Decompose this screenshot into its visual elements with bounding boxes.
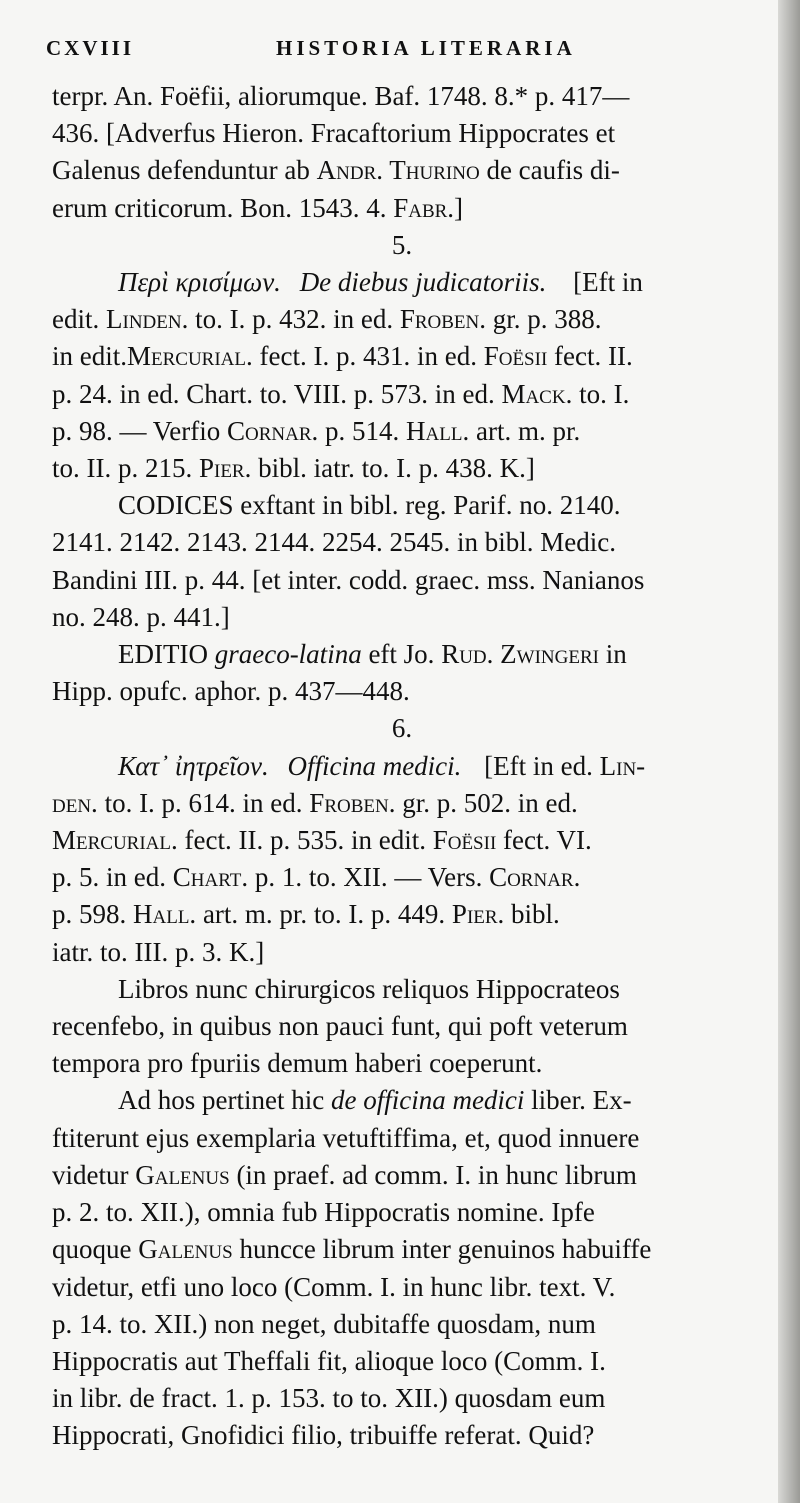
author-name: Foësii xyxy=(432,825,497,856)
section-number: 6. xyxy=(391,713,413,744)
text-line: recenfebo, in quibus non pauci funt, qui poft veterum xyxy=(52,1011,628,1042)
text-line: eft Jo. xyxy=(361,639,442,670)
author-name: Andr. Thurino xyxy=(316,155,480,186)
running-title: HISTORIA LITERARIA xyxy=(276,36,576,60)
text-line: to. I. p. 614. in ed. xyxy=(97,787,310,818)
text-line: p. 14. to. XII.) non neget, dubitaffe quosdam, num xyxy=(52,1308,596,1339)
text-line: Galenus defenduntur ab xyxy=(52,155,317,186)
text-line: in xyxy=(598,639,627,670)
text-line: p. 98. — Verfio xyxy=(52,415,227,446)
text-line: p. 598. xyxy=(52,899,133,930)
paragraph-continuation xyxy=(52,78,752,227)
adhos-paragraph xyxy=(52,1082,752,1454)
body-text xyxy=(52,78,752,1455)
author-name: Mercurial. xyxy=(52,825,178,856)
text-line: videtur xyxy=(52,1159,136,1190)
text-line: gr. p. 388. xyxy=(486,304,602,335)
author-name: Fabr. xyxy=(393,192,455,223)
text-line: iatr. to. III. p. 3. K.] xyxy=(52,936,265,967)
text-line: Ad hos pertinet hic xyxy=(118,1085,331,1116)
author-name: Linden. xyxy=(106,304,189,335)
author-name: Galenus xyxy=(135,1159,230,1190)
editio-paragraph xyxy=(52,636,752,710)
text-line: Hippocratis aut Theffali fit, alioque loco (Comm. I. xyxy=(52,1345,606,1376)
latin-title: De diebus judicatoriis. xyxy=(299,267,547,298)
text-line: p. 2. to. XII.), omnia fub Hippocratis nomine. Ipfe xyxy=(52,1197,595,1228)
text-line: quoque xyxy=(52,1234,139,1265)
text-line: Hippocrati, Gnofidici filio, tribuiffe referat. Quid? xyxy=(52,1420,595,1451)
author-name: Froben. xyxy=(309,787,396,818)
text-line: p. 1. to. XII. — Vers. xyxy=(248,862,490,893)
folio-number: CXVIII xyxy=(46,36,135,60)
text-line: de caufis di- xyxy=(479,155,620,186)
text-line: fect. VI. xyxy=(496,825,592,856)
text-line: gr. p. 502. in ed. xyxy=(395,787,578,818)
text-line: [Eft in ed. xyxy=(477,750,600,781)
author-name: Galenus xyxy=(138,1234,233,1265)
text-line: to. I. p. 432. in ed. xyxy=(188,304,400,335)
text-line: in libr. de fract. 1. p. 153. to to. XII.) quosdam eum xyxy=(52,1383,606,1414)
text-line: p. 5. in ed. xyxy=(52,862,173,893)
text-line: (in praef. ad comm. I. in hunc librum xyxy=(229,1159,637,1190)
author-name: Hall. xyxy=(406,415,470,446)
text-line: fect. II. xyxy=(547,341,633,372)
text-line: to. II. p. 215. xyxy=(52,453,199,484)
author-name: Pier. xyxy=(198,453,252,484)
text-line: edit. xyxy=(52,304,106,335)
text-line: art. m. pr. xyxy=(469,415,581,446)
text-line: CODICES exftant in bibl. reg. Parif. no. 2140. xyxy=(118,490,621,521)
author-name: Foësii xyxy=(483,341,548,372)
emphasis-text: de officina medici xyxy=(330,1085,525,1116)
author-name: Cornar. xyxy=(227,415,319,446)
text-line: fect. I. p. 431. in ed. xyxy=(252,341,484,372)
text-line: huncce librum inter genuinos habuiffe xyxy=(232,1234,652,1265)
text-line: art. m. pr. to. I. p. 449. xyxy=(196,899,452,930)
text-line: bibl. iatr. to. I. p. 438. K.] xyxy=(251,453,535,484)
text-line: terpr. An. Foëfii, aliorumque. Baf. 1748. 8.* p. 417— xyxy=(52,81,630,111)
author-name: Mercurial. xyxy=(127,341,253,372)
author-name: Chart. xyxy=(172,862,249,893)
page-header xyxy=(46,30,746,66)
text-line: p. 24. in ed. Chart. to. VIII. p. 573. in ed. xyxy=(52,378,502,409)
author-name: den. xyxy=(52,787,98,818)
author-name: Rud. Zwingeri xyxy=(441,639,599,670)
text-line: in edit. xyxy=(52,341,127,372)
text-line: erum criticorum. Bon. 1543. 4. xyxy=(52,192,394,223)
text-line: 2141. 2142. 2143. 2144. 2254. 2545. in bibl. Medic. xyxy=(52,527,616,558)
author-name: Pier. xyxy=(451,899,505,930)
libros-paragraph xyxy=(52,971,752,1083)
author-name: Froben. xyxy=(399,304,486,335)
text-line: Bandini III. p. 44. [et inter. codd. graec. mss. Nanianos xyxy=(52,564,645,595)
author-name: Cornar. xyxy=(489,862,581,893)
text-line: Libros nunc chirurgicos reliquos Hippocrateos xyxy=(118,973,620,1004)
text-line: bibl. xyxy=(504,899,560,930)
entry-6 xyxy=(52,748,752,971)
greek-title: Κατ᾽ ἰητρεῖον. xyxy=(118,750,269,781)
greek-title: Περὶ κρισίμων. xyxy=(118,267,281,298)
text-line: to. I. xyxy=(572,378,630,409)
text-line: 436. [Adverfus Hieron. Fracaftorium Hippocrates et xyxy=(52,118,616,149)
section-number: 5. xyxy=(391,229,413,260)
entry-5 xyxy=(52,264,752,487)
text-line: liber. Ex- xyxy=(524,1085,632,1116)
text-line: EDITIO xyxy=(118,639,215,670)
text-line: videtur, etfi uno loco (Comm. I. in hunc libr. text. V. xyxy=(52,1271,616,1302)
emphasis-text: graeco-latina xyxy=(214,639,362,670)
author-name: Lin- xyxy=(599,750,646,781)
text-line: p. 514. xyxy=(318,415,407,446)
text-line: fect. II. p. 535. in edit. xyxy=(177,825,433,856)
text-line: Hipp. opufc. aphor. p. 437—448. xyxy=(52,676,410,707)
text-line: ftiterunt ejus exemplaria vetuftiffima, et, quod innuere xyxy=(52,1122,640,1153)
text-line: ] xyxy=(454,192,464,223)
latin-title: Officina medici. xyxy=(287,750,462,781)
text-line: no. 248. p. 441.] xyxy=(52,601,230,632)
text-line: tempora pro fpuriis demum haberi coeperunt. xyxy=(52,1048,543,1079)
codices-paragraph xyxy=(52,487,752,636)
page-edge xyxy=(778,0,800,1503)
author-name: Hall. xyxy=(133,899,197,930)
author-name: Mack. xyxy=(501,378,573,409)
text-line: [Eft in xyxy=(566,267,643,298)
